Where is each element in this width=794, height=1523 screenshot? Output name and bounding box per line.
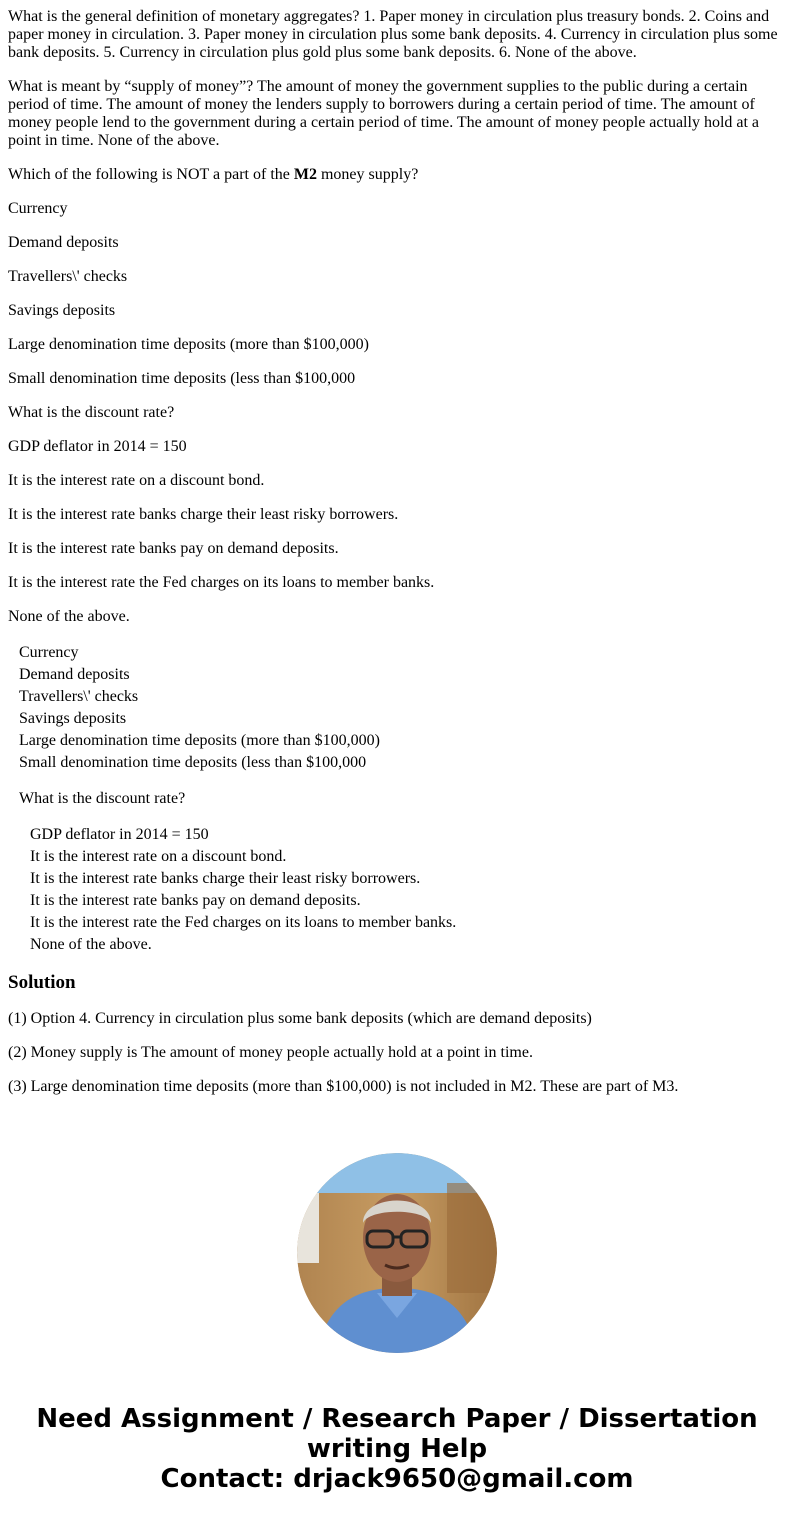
q3-option: Large denomination time deposits (more than $100,000) [8,336,369,353]
q4-option: It is the interest rate banks charge their least risky borrowers. [8,506,399,523]
list-item: Currency [19,644,79,661]
list-item: Savings deposits [19,710,127,727]
solution-line: (2) Money supply is The amount of money people actually hold at a point in time. [8,1044,533,1061]
q3-options-list [19,642,786,774]
q4-option: It is the interest rate the Fed charges on its loans to member banks. [8,574,435,591]
question-2: What is meant by “supply of money”? The amount of money the government supplies to the public during a certain period of time. The amount of money the lenders supply to borrowers during a certain period of time. The amount of money people lend to the government during a certain period of time. The amount of money people actually hold at a point in time. None of the above. [8,78,760,149]
promo-banner [0,1404,794,1494]
q4-option: It is the interest rate on a discount bond. [8,472,265,489]
question-3-prefix: Which of the following is NOT a part of the [8,166,294,183]
document-body [8,8,786,1112]
list-item: It is the interest rate banks pay on demand deposits. [30,892,361,909]
list-item: It is the interest rate the Fed charges on its loans to member banks. [30,914,457,931]
q3-option: Travellers\' checks [8,268,128,285]
list-item: Travellers\' checks [19,688,139,705]
solution-line: (3) Large denomination time deposits (more than $100,000) is not included in M2. These are part of M3. [8,1078,679,1095]
q4-option: GDP deflator in 2014 = 150 [8,438,187,455]
q4-options-list [30,824,786,956]
list-item: GDP deflator in 2014 = 150 [30,826,209,843]
author-photo-icon [297,1153,497,1353]
q3-option: Demand deposits [8,234,119,251]
q3-option: Small denomination time deposits (less than $100,000 [8,370,356,387]
list-item: None of the above. [30,936,152,953]
list-item: It is the interest rate on a discount bond. [30,848,287,865]
solution-line: (1) Option 4. Currency in circulation plus some bank deposits (which are demand deposits) [8,1010,592,1027]
question-3-bold: M2 [293,166,317,183]
list-item: Demand deposits [19,666,130,683]
list-item: Large denomination time deposits (more than $100,000) [19,732,380,749]
promo-line-2: writing Help [306,1434,488,1464]
q3-option: Savings deposits [8,302,116,319]
question-3-suffix: money supply? [316,166,419,183]
list-item: It is the interest rate banks charge their least risky borrowers. [30,870,421,887]
author-avatar [297,1153,497,1353]
promo-line-1: Need Assignment / Research Paper / Dissertation [36,1404,758,1434]
question-1: What is the general definition of monetary aggregates? 1. Paper money in circulation plus treasury bonds. 2. Coins and paper money in circulation. 3. Paper money in circulation plus some bank deposits. 4. Currency in circulation plus some bank deposits. 5. Currency in circulation plus gold plus some bank deposits. 6. None of the above. [8,8,778,61]
solution-heading: Solution [8,972,76,993]
list-item: Small denomination time deposits (less than $100,000 [19,754,367,771]
q4-option: None of the above. [8,608,130,625]
question-3 [8,166,786,184]
question-4: What is the discount rate? [8,404,175,421]
discount-rate-question: What is the discount rate? [19,790,186,807]
promo-contact: Contact: drjack9650@gmail.com [160,1464,634,1494]
q3-option: Currency [8,200,68,217]
q4-option: It is the interest rate banks pay on demand deposits. [8,540,339,557]
